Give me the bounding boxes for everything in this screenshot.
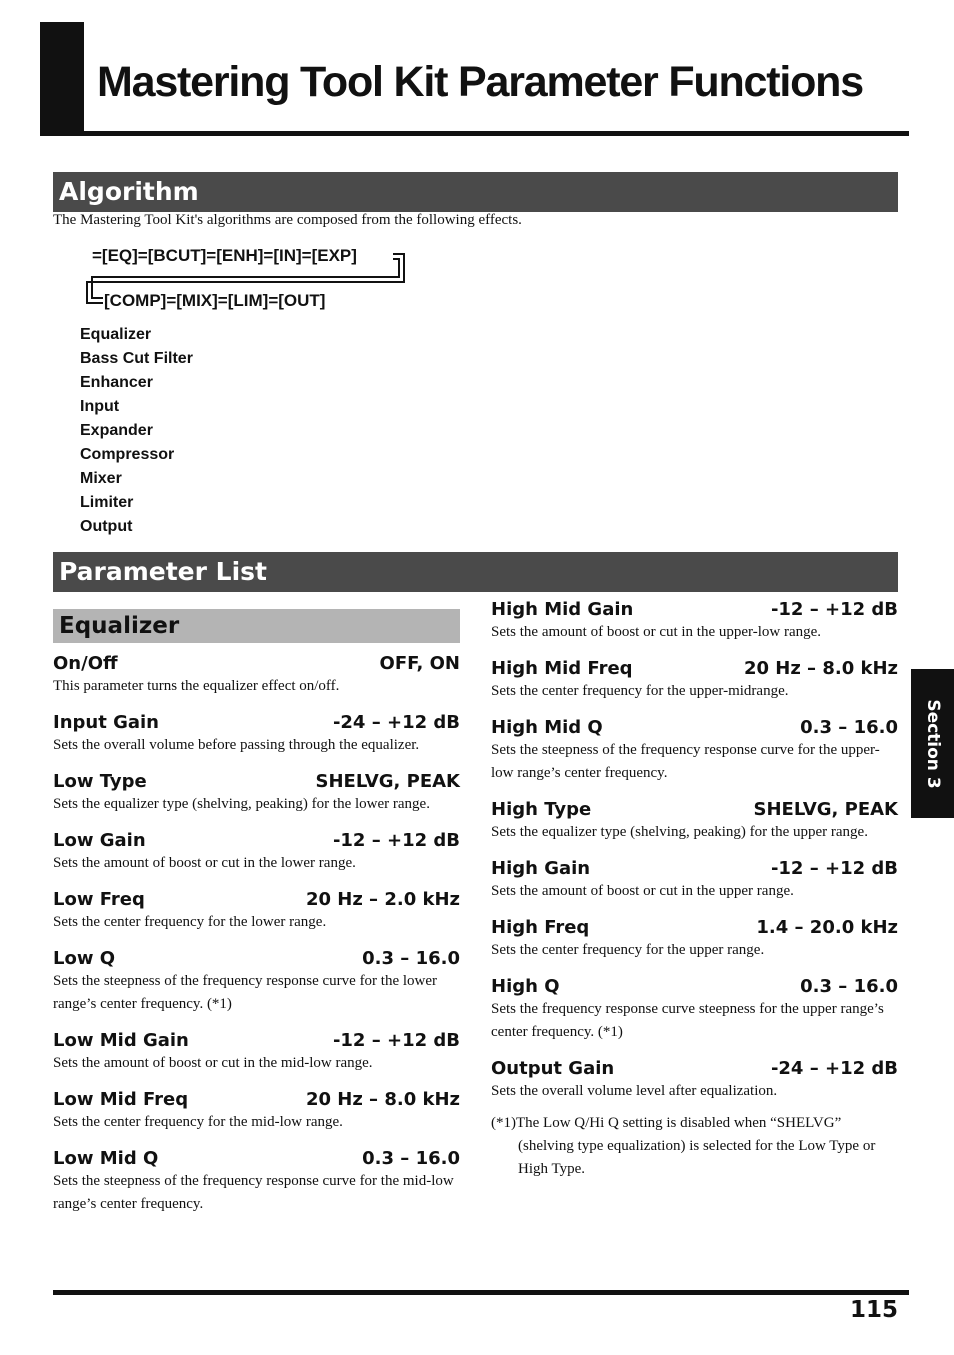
param-high-gain <box>491 857 898 903</box>
param-range: -24 – +12 dB <box>332 712 460 733</box>
param-desc: Sets the amount of boost or cut in the upper range. <box>491 883 794 899</box>
param-name: Low Q <box>53 948 116 969</box>
effect-list <box>80 324 193 540</box>
left-param-column <box>53 652 460 1229</box>
param-high-freq <box>491 916 898 962</box>
param-desc: Sets the center frequency for the mid-low range. <box>53 1114 343 1130</box>
title-rule <box>40 131 909 136</box>
param-desc: Sets the amount of boost or cut in the lower range. <box>53 855 356 871</box>
param-name: Low Type <box>53 771 147 792</box>
effect-item: Output <box>80 518 133 535</box>
footnote: (*1)The Low Q/Hi Q setting is disabled when “SHELVG” (shelving type equalization) is selected for the Low Type or High Type. <box>491 1115 876 1177</box>
param-name: High Mid Gain <box>491 599 634 620</box>
param-desc: This parameter turns the equalizer effect on/off. <box>53 678 340 694</box>
param-desc: Sets the steepness of the frequency response curve for the mid-low range’s center frequency. <box>53 1173 454 1212</box>
chain-connector <box>91 276 400 278</box>
section-tab-label: Section 3 <box>922 698 943 789</box>
param-range: SHELVG, PEAK <box>753 799 898 820</box>
param-name: Low Mid Q <box>53 1148 159 1169</box>
param-on-off <box>53 652 460 698</box>
param-desc: Sets the amount of boost or cut in the mid-low range. <box>53 1055 373 1071</box>
param-name: On/Off <box>53 653 118 674</box>
param-low-freq <box>53 888 460 934</box>
algorithm-heading: Algorithm <box>53 172 898 212</box>
param-low-gain <box>53 829 460 875</box>
param-name: High Q <box>491 976 560 997</box>
param-desc: Sets the center frequency for the upper-midrange. <box>491 683 789 699</box>
param-high-mid-q <box>491 716 898 785</box>
param-desc: Sets the center frequency for the upper range. <box>491 942 765 958</box>
param-desc: Sets the amount of boost or cut in the upper-low range. <box>491 624 822 640</box>
param-input-gain <box>53 711 460 757</box>
section-tab <box>911 669 954 818</box>
param-range: 0.3 – 16.0 <box>800 717 898 738</box>
param-name: High Type <box>491 799 592 820</box>
param-range: SHELVG, PEAK <box>315 771 460 792</box>
param-range: 0.3 – 16.0 <box>800 976 898 997</box>
param-desc: Sets the steepness of the frequency response curve for the upper-low range’s center frequency. <box>491 742 880 781</box>
param-desc: Sets the frequency response curve steepness for the upper range’s center frequency. (*1) <box>491 1001 884 1040</box>
effect-item: Input <box>80 398 120 415</box>
param-range: -12 – +12 dB <box>770 858 898 879</box>
param-name: Low Mid Freq <box>53 1089 189 1110</box>
param-range: 1.4 – 20.0 kHz <box>756 917 898 938</box>
param-desc: Sets the overall volume level after equalization. <box>491 1083 778 1099</box>
chain-line-1: =[EQ]=[BCUT]=[ENH]=[IN]=[EXP] <box>92 246 357 265</box>
chain-connector <box>91 276 93 299</box>
param-high-mid-freq <box>491 657 898 703</box>
param-range: -12 – +12 dB <box>770 599 898 620</box>
param-range: -12 – +12 dB <box>332 1030 460 1051</box>
param-name: Output Gain <box>491 1058 615 1079</box>
param-name: Low Gain <box>53 830 146 851</box>
effect-item: Equalizer <box>80 326 152 343</box>
effect-item: Compressor <box>80 446 175 463</box>
right-param-column <box>491 598 898 1181</box>
param-range: 20 Hz – 8.0 kHz <box>305 1089 460 1110</box>
param-low-mid-freq <box>53 1088 460 1134</box>
effect-item: Bass Cut Filter <box>80 350 193 367</box>
effect-item: Expander <box>80 422 153 439</box>
chain-connector <box>86 302 103 304</box>
chain-connector <box>86 281 405 283</box>
param-low-type <box>53 770 460 816</box>
param-low-mid-gain <box>53 1029 460 1075</box>
param-low-mid-q <box>53 1147 460 1216</box>
param-desc: Sets the center frequency for the lower range. <box>53 914 327 930</box>
param-range: -24 – +12 dB <box>770 1058 898 1079</box>
parameter-list-heading: Parameter List <box>53 552 898 592</box>
param-range: -12 – +12 dB <box>332 830 460 851</box>
chain-connector <box>86 281 88 304</box>
param-range: 20 Hz – 2.0 kHz <box>305 889 460 910</box>
param-name: High Freq <box>491 917 590 938</box>
footer-rule <box>53 1290 909 1295</box>
effect-item: Enhancer <box>80 374 153 391</box>
param-name: Low Freq <box>53 889 145 910</box>
param-range: 0.3 – 16.0 <box>362 1148 460 1169</box>
param-high-q <box>491 975 898 1044</box>
param-name: Input Gain <box>53 712 159 733</box>
chain-connector <box>398 258 400 278</box>
title-block-marker <box>40 22 84 135</box>
chain-connector <box>403 253 405 283</box>
equalizer-heading: Equalizer <box>53 609 460 643</box>
param-range: OFF, ON <box>379 653 460 674</box>
param-range: 20 Hz – 8.0 kHz <box>743 658 898 679</box>
param-name: Low Mid Gain <box>53 1030 189 1051</box>
param-desc: Sets the equalizer type (shelving, peaking) for the upper range. <box>491 824 868 840</box>
effect-item: Limiter <box>80 494 134 511</box>
param-high-type <box>491 798 898 844</box>
chain-connector <box>91 297 103 299</box>
chain-line-2: [COMP]=[MIX]=[LIM]=[OUT] <box>104 291 326 310</box>
param-low-q <box>53 947 460 1016</box>
param-desc: Sets the steepness of the frequency response curve for the lower range’s center frequency. (*1) <box>53 973 438 1012</box>
page-title: Mastering Tool Kit Parameter Functions <box>97 58 863 106</box>
algorithm-intro: The Mastering Tool Kit's algorithms are composed from the following effects. <box>53 212 522 228</box>
param-desc: Sets the equalizer type (shelving, peaking) for the lower range. <box>53 796 430 812</box>
param-output-gain <box>491 1057 898 1103</box>
param-name: High Mid Freq <box>491 658 633 679</box>
param-name: High Gain <box>491 858 591 879</box>
effect-item: Mixer <box>80 470 122 487</box>
param-desc: Sets the overall volume before passing through the equalizer. <box>53 737 420 753</box>
param-name: High Mid Q <box>491 717 603 738</box>
param-high-mid-gain <box>491 598 898 644</box>
param-range: 0.3 – 16.0 <box>362 948 460 969</box>
page-number: 115 <box>849 1297 898 1323</box>
